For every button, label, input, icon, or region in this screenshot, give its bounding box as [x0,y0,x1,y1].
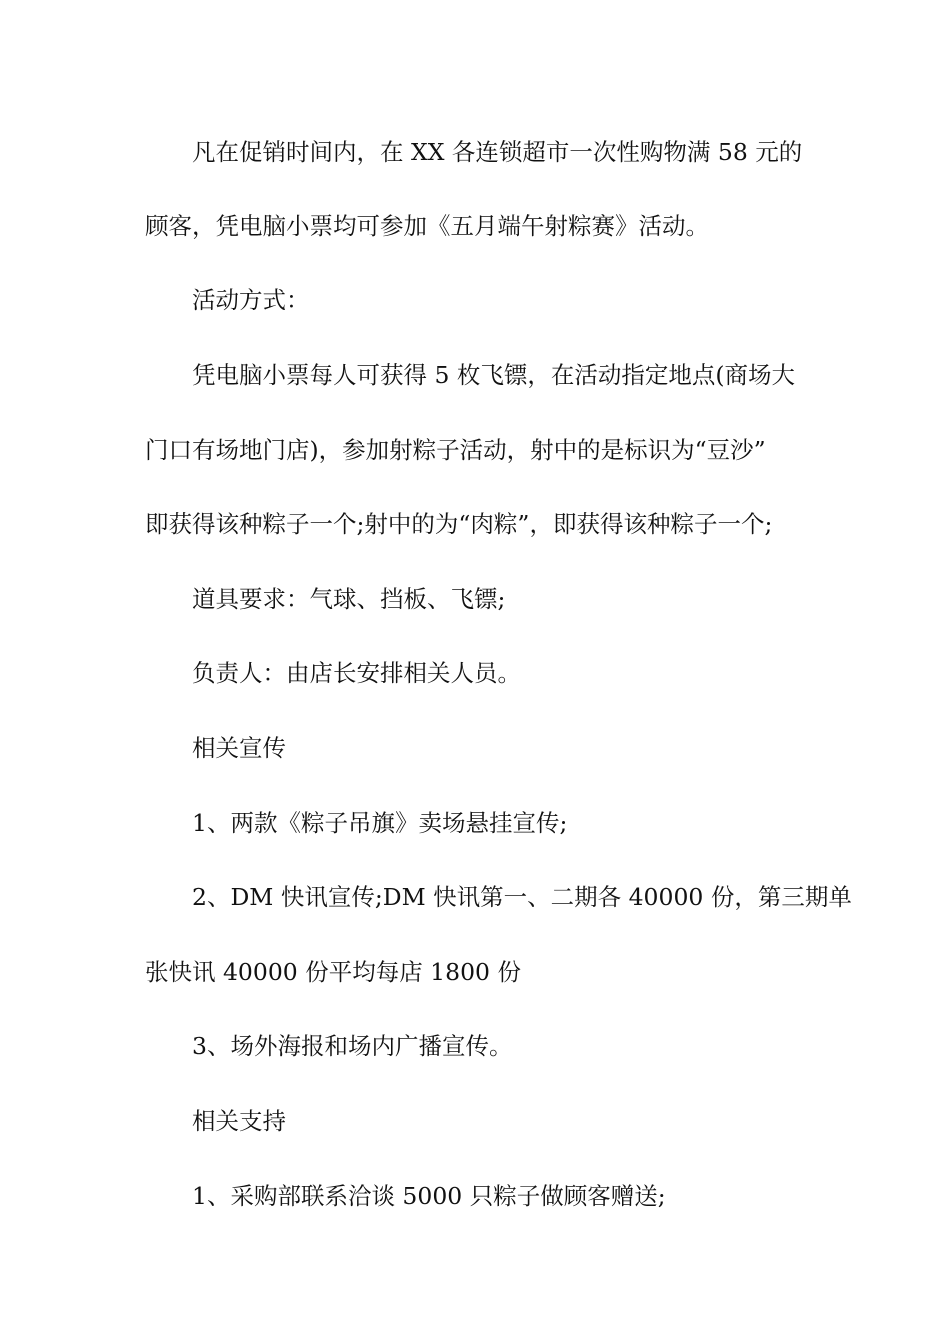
list-item-support-1: 1、采购部联系洽谈 5000 只粽子做顾客赠送; [192,1182,666,1210]
paragraph-props-required: 道具要求：气球、挡板、飞镖; [192,585,506,613]
paragraph-promo-line-2: 顾客，凭电脑小票均可参加《五月端午射粽赛》活动。 [145,212,709,240]
paragraph-method-line-2: 门口有场地门店)，参加射粽子活动，射中的是标识为“豆沙” [145,436,766,464]
paragraph-person-in-charge: 负责人：由店长安排相关人员。 [192,659,521,687]
section-heading-support: 相关支持 [192,1107,286,1135]
list-item-publicity-2-line-2: 张快讯 40000 份平均每店 1800 份 [145,958,521,986]
section-heading-activity-method: 活动方式： [192,286,310,314]
paragraph-method-line-3: 即获得该种粽子一个;射中的为“肉粽”，即获得该种粽子一个; [145,510,773,538]
paragraph-method-line-1: 凭电脑小票每人可获得 5 枚飞镖，在活动指定地点(商场大 [192,361,796,389]
paragraph-promo-line-1: 凡在促销时间内，在 XX 各连锁超市一次性购物满 58 元的 [192,138,803,166]
section-heading-publicity: 相关宣传 [192,734,286,762]
list-item-publicity-1: 1、两款《粽子吊旗》卖场悬挂宣传; [192,809,568,837]
list-item-publicity-3: 3、场外海报和场内广播宣传。 [192,1032,513,1060]
list-item-publicity-2-line-1: 2、DM 快讯宣传;DM 快讯第一、二期各 40000 份，第三期单 [192,883,852,911]
